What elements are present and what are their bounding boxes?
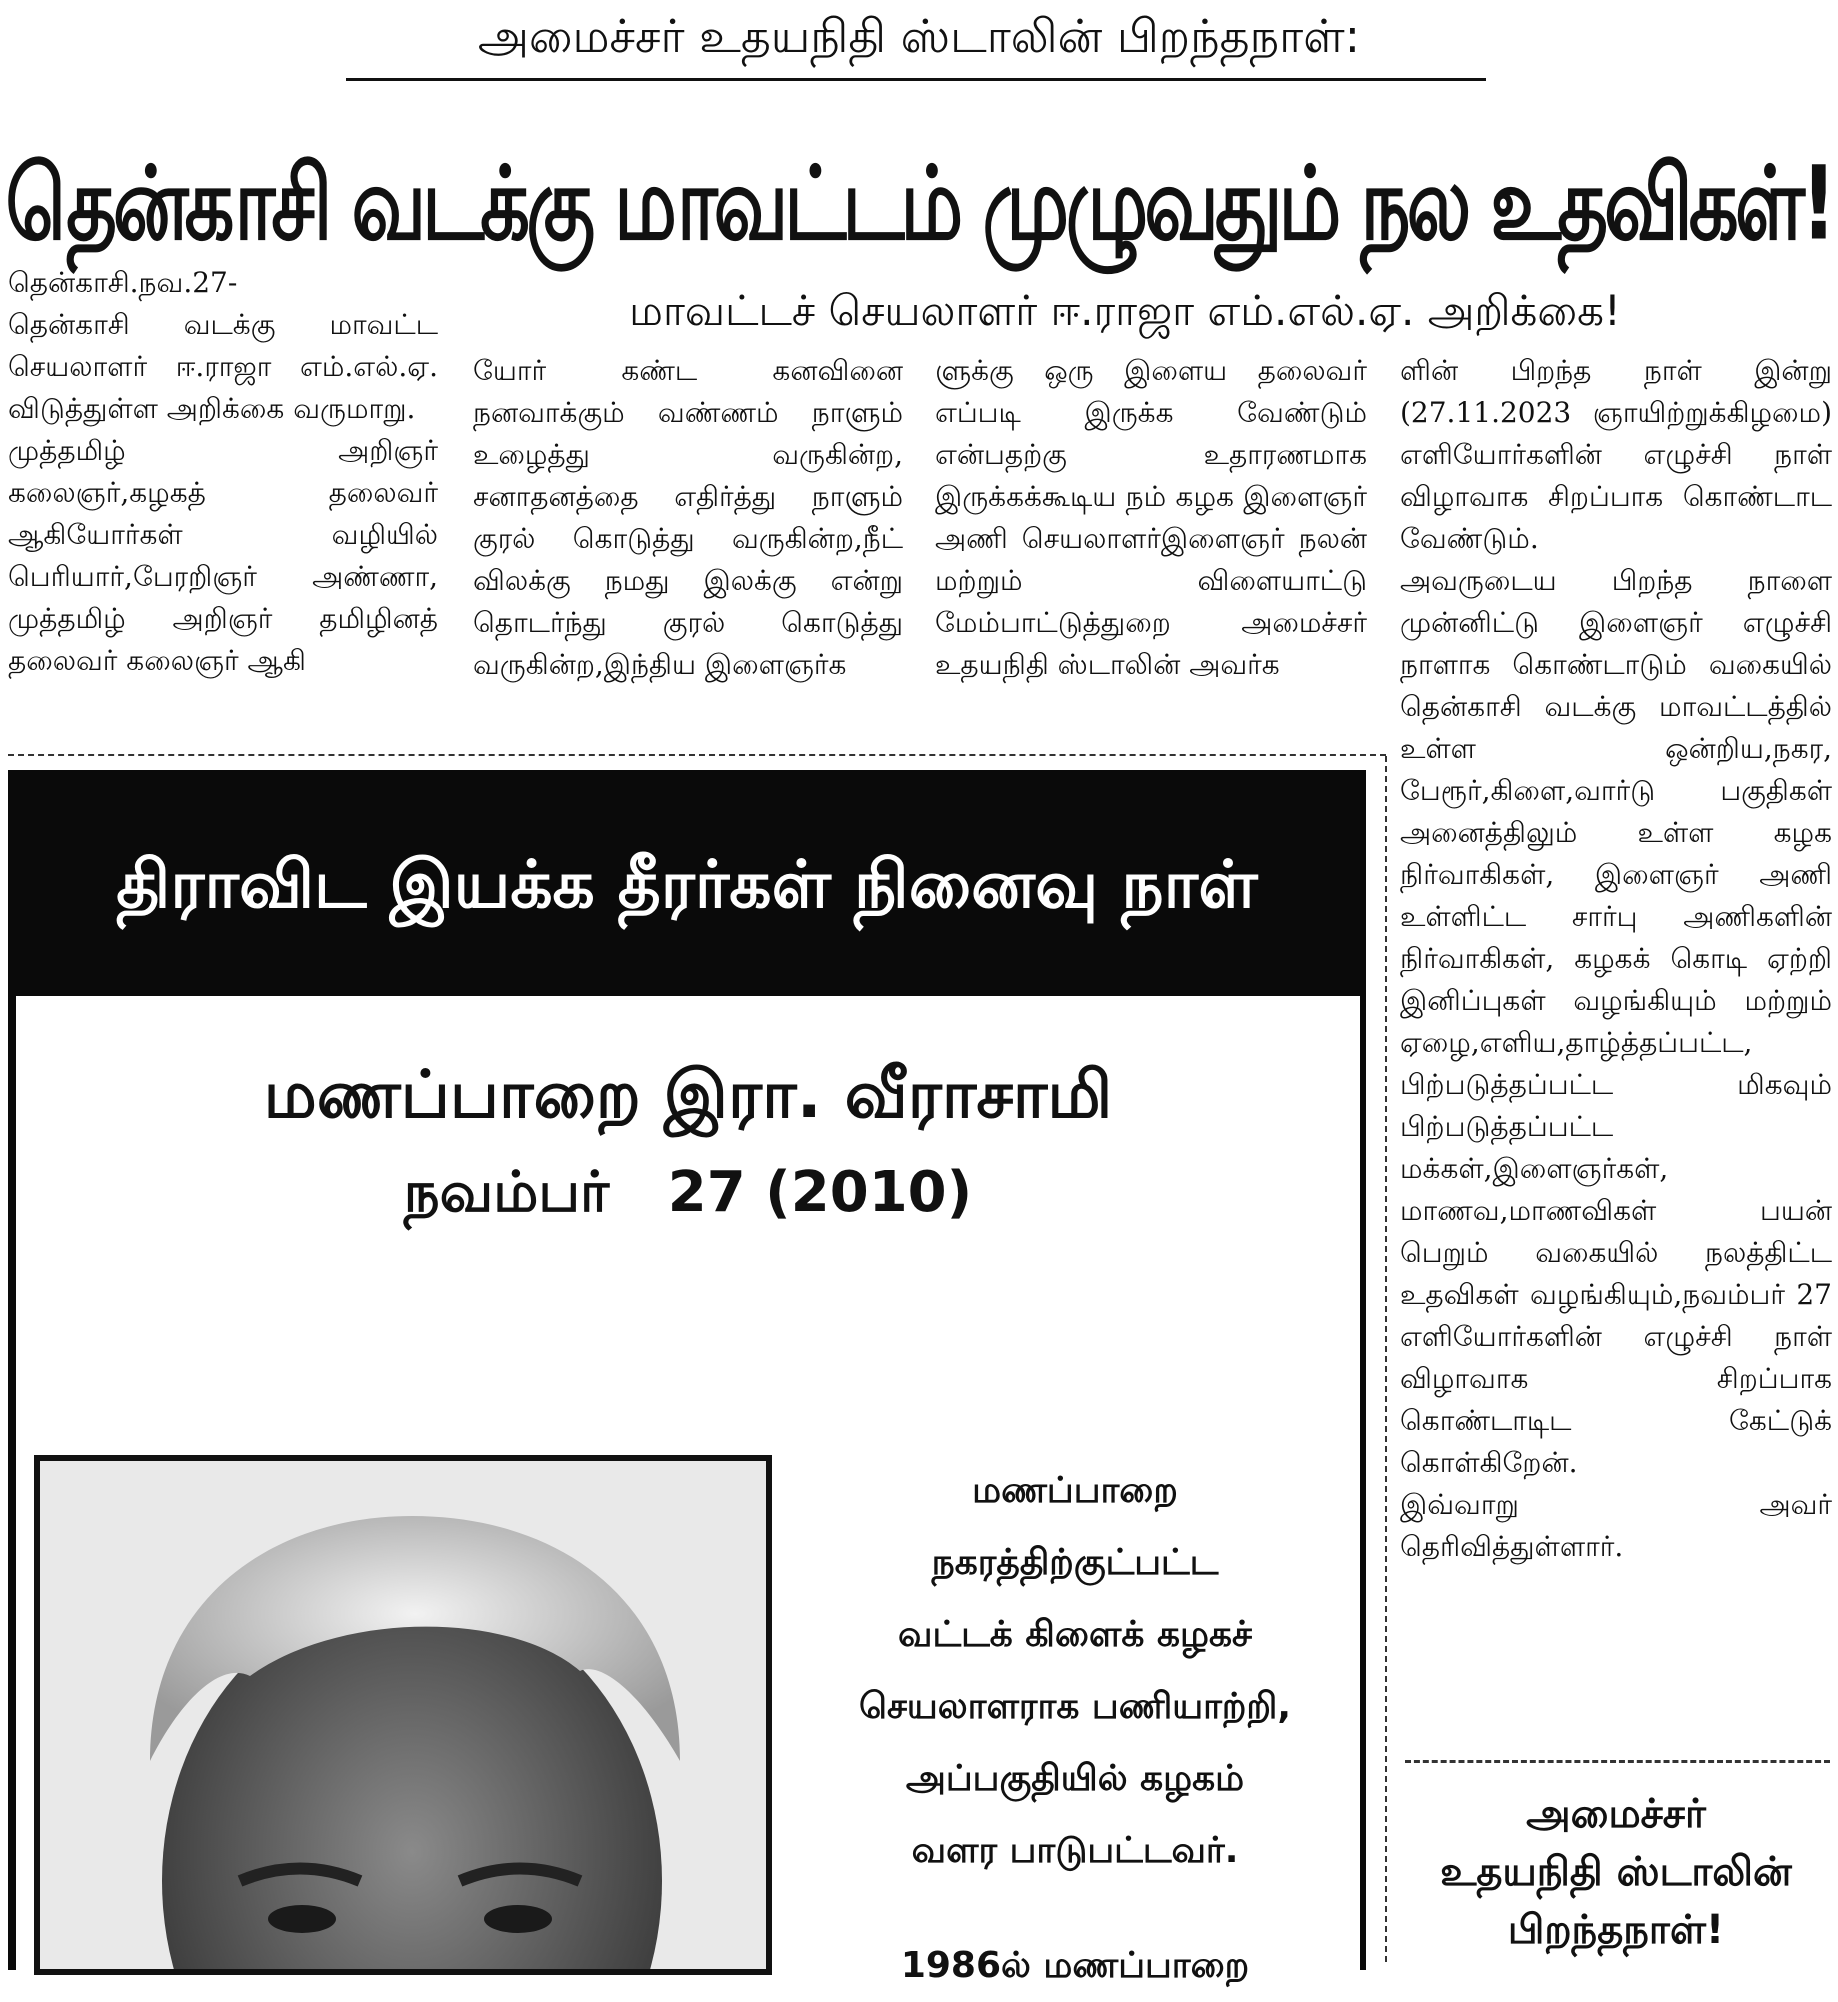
column-divider [1385,756,1387,1962]
kicker: அமைச்சர் உதயநிதி ஸ்டாலின் பிறந்தநாள்: [477,9,1361,63]
article-column-1: தென்காசி.நவ.27- தென்காசி வடக்கு மாவட்ட செயலாளர் ஈ.ராஜா எம்.எல்.ஏ. விடுத்துள்ள அறிக்கை வருமாறு. முத்தமிழ் அறிஞர் கலைஞர்,கழகத் தலைவர் ஆகியோர்கள் வழியில் பெரியார்,பேரறிஞர் அண்ணா, முத்தமிழ் அறிஞர் தமிழினத் தலைவர் கலைஞர் ஆகி [8,266,438,677]
kicker-underline [346,78,1486,81]
memorial-bio-continued: 1986ல் மணப்பாறை [900,1945,1250,1986]
memorial-bio: மணப்பாறை நகரத்திற்குட்பட்ட வட்டக் கிளைக் கழகச் செயலாளராக பணியாற்றி, அப்பகுதியில் கழகம் வளர பாடுபட்டவர். [858,1470,1292,1871]
article-column-2: யோர் கண்ட கனவினை நனவாக்கும் வண்ணம் நாளும் உழைத்து வருகின்ற, சனாதனத்தை எதிர்த்து நாளும் குரல் கொடுத்து வருகின்ற,நீட் விலக்கு நமது இலக்கு என்று தொடர்ந்து குரல் கொடுத்து வருகின்ற,இந்திய இளைஞர்க [473,354,903,681]
portrait-photo [34,1455,772,1975]
headline: தென்காசி வடக்கு மாவட்டம் முழுவதும் நல உதவிகள்! [5,146,1833,263]
portrait-image [40,1461,766,1969]
teaser-heading: அமைச்சர் உதயநிதி ஸ்டாலின் பிறந்தநாள்! [1440,1791,1792,1953]
teaser-divider [1405,1760,1830,1763]
subheadline: மாவட்டச் செயலாளர் ஈ.ராஜா எம்.எல்.ஏ. அறிக்கை! [629,286,1621,335]
memorial-banner: திராவிட இயக்க தீரர்கள் நினைவு நாள் [116,846,1258,923]
article-column-4: ளின் பிறந்த நாள் இன்று (27.11.2023 ஞாயிற்றுக்கிழமை) எளியோர்களின் எழுச்சி நாள் விழாவாக சிறப்பாக கொண்டாட வேண்டும். அவருடைய பிறந்த நாளை முன்னிட்டு இளைஞர் எழுச்சி நாளாக கொண்டாடும் வகையில் தென்காசி வடக்கு மாவட்டத்தில் உள்ள ஒன்றிய,நகர, பேரூர்,கிளை,வார்டு பகுதிகள் அனைத்திலும் உள்ள கழக நிர்வாகிகள், இளைஞர் அணி உள்ளிட்ட சார்பு அணிகளின் நிர்வாகிகள், கழகக் கொடி ஏற்றி இனிப்புகள் வழங்கியும் மற்றும் ஏழை,எளிய,தாழ்த்தப்பட்ட, பிற்படுத்தப்பட்ட மிகவும் பிற்படுத்தப்பட்ட மக்கள்,இளைஞர்கள், மாணவ,மாணவிகள் பயன் பெறும் வகையில் நலத்திட்ட உதவிகள் வழங்கியும்,நவம்பர் 27 எளியோர்களின் எழுச்சி நாள் விழாவாக சிறப்பாக கொண்டாடிட கேட்டுக் கொள்கிறேன். இவ்வாறு அவர் தெரிவித்துள்ளார். [1400,354,1832,1563]
article-column-3: ளுக்கு ஒரு இளைய தலைவர் எப்படி இருக்க வேண்டும் என்பதற்கு உதாரணமாக இருக்கக்கூடிய நம் கழக இளைஞர் அணி செயலாளர்இளைஞர் நலன் மற்றும் விளையாட்டு மேம்பாட்டுத்துறை அமைச்சர் உதயநிதி ஸ்டாலின் அவர்க [935,354,1367,681]
memorial-date: நவம்பர் 27 (2010) [403,1160,973,1225]
memorial-name: மணப்பாறை இரா. வீராசாமி [263,1056,1113,1133]
section-divider [8,754,1386,756]
